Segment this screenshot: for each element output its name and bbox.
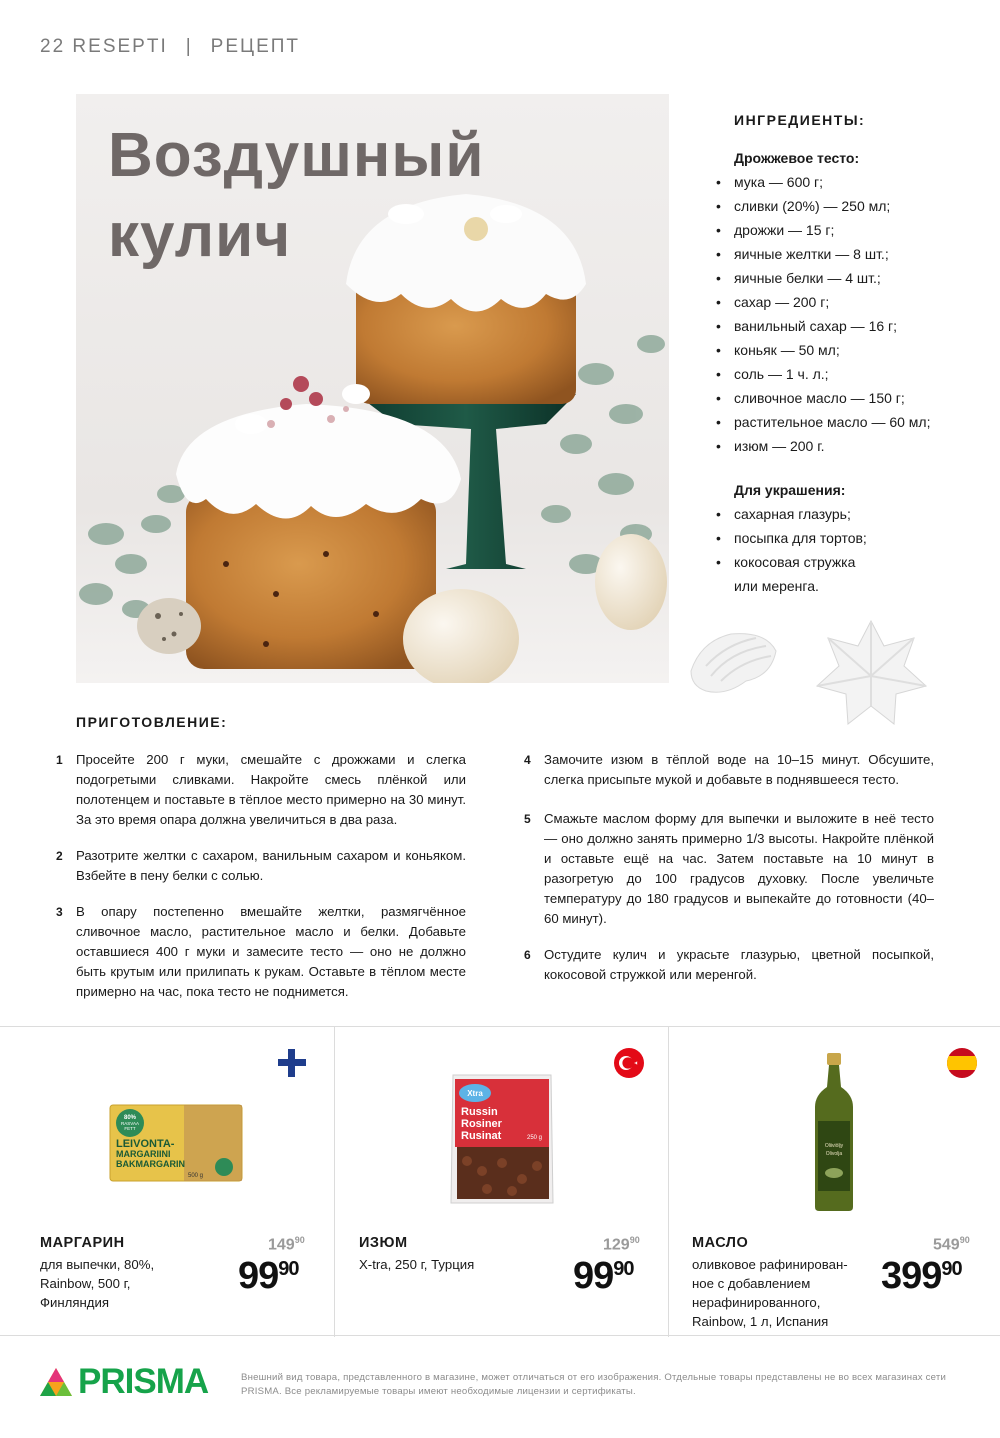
pack-weight: 250 g [527, 1135, 543, 1141]
list-item: • сахар — 200 г; [716, 290, 986, 314]
list-item: • яичные белки — 4 шт.; [716, 266, 986, 290]
old-price-int: 129 [603, 1236, 630, 1254]
dough-list [716, 170, 986, 458]
old-price [933, 1235, 970, 1254]
product-name: МАРГАРИН [40, 1235, 125, 1251]
step-number: 2 [56, 849, 63, 863]
bottle-label-1: Oliiviöljy [824, 1143, 844, 1149]
old-price-int: 149 [268, 1236, 295, 1254]
product-offers [0, 1026, 1000, 1336]
ingredients-section [716, 112, 986, 598]
recipe-title [108, 116, 484, 276]
list-item: • ванильный сахар — 16 г; [716, 314, 986, 338]
step-text: Просейте 200 г муки, смешайте с дрожжами и слегка подогретыми сливками. Накройте смесь плёнкой или полотенцем и поставьте в тёплое место примерно на 30 минут. За это время опара должна увеличиться в два раза. [76, 752, 466, 827]
product-description [359, 1255, 474, 1274]
steps-column-right [524, 750, 934, 1000]
raisins-package-image [447, 1071, 557, 1207]
prisma-logo[interactable] [38, 1364, 208, 1400]
step-text: Остудите кулич и украсьте глазурью, цветной посыпкой, кокосовой стружкой или меренгой. [544, 947, 934, 982]
list-item: • сливки (20%) — 250 мл; [716, 194, 986, 218]
desc-line: оливковое рафинирован- [692, 1257, 848, 1272]
price-int: 399 [881, 1255, 942, 1297]
product-name: МАСЛО [692, 1235, 749, 1251]
prisma-logo-text: PRISMA [78, 1362, 209, 1401]
list-item: • соль — 1 ч. л.; [716, 362, 986, 386]
step-text: Замочите изюм в тёплой воде на 10–15 минут. Обсушите, слегка присыпьте мукой и добавьте в поднявшееся тесто. [544, 752, 934, 787]
desc-line: нерафинированного, [692, 1295, 821, 1310]
old-price [268, 1235, 305, 1254]
step-number: 6 [524, 948, 531, 962]
pack-brand: Xtra [467, 1089, 483, 1098]
product-description [692, 1255, 848, 1331]
pack-line-2: Rosiner [461, 1118, 502, 1130]
price-dec: 90 [613, 1258, 634, 1280]
desc-line: ное с добавлением [692, 1276, 811, 1291]
pack-badge-2: RASVAA [121, 1121, 139, 1126]
spain-flag-icon [946, 1047, 978, 1079]
pack-line-2: MARGARIINI [116, 1149, 171, 1159]
list-item: • сахарная глазурь; [716, 502, 986, 526]
product-description [40, 1255, 154, 1312]
list-item [56, 902, 466, 1002]
turkey-flag-icon [613, 1047, 645, 1079]
desc-line: Rainbow, 500 г, [40, 1276, 131, 1291]
pack-line-1: Russin [461, 1106, 498, 1118]
list-item: • мука — 600 г; [716, 170, 986, 194]
title-line-1: Воздушный [108, 121, 485, 190]
dough-heading: Дрожжевое тесто: [734, 150, 860, 166]
old-price [603, 1235, 640, 1254]
list-item: • кокосовая стружка или меренга. [716, 550, 876, 598]
price-dec: 90 [278, 1258, 299, 1280]
old-price-int: 549 [933, 1236, 960, 1254]
step-number: 1 [56, 753, 63, 767]
list-item [56, 750, 466, 830]
list-item [56, 846, 466, 886]
step-text: Смажьте маслом форму для выпечки и выложите в неё тесто — оно должно занять примерно 1/3 высоты. Накройте плёнкой и оставьте ещё на час. Затем поставьте на 10 минут в разогретую до 100 градусов духовку. После увеличьте температуру до 180 градусов и выпекайте до готовности (40–60 минут). [544, 811, 934, 926]
pack-line-3: BAKMARGARIN [116, 1159, 185, 1169]
page-number: 22 [40, 36, 66, 57]
page-header [40, 36, 300, 58]
bottle-label-2: Olivolja [825, 1151, 843, 1157]
price [881, 1255, 962, 1298]
old-price-dec: 90 [959, 1235, 970, 1245]
price [573, 1255, 634, 1298]
finland-flag-icon [276, 1047, 308, 1079]
list-item: • сливочное масло — 150 г; [716, 386, 986, 410]
preparation-heading: ПРИГОТОВЛЕНИЕ: [76, 714, 228, 730]
price-int: 99 [573, 1255, 614, 1297]
pack-badge-3: FETT [124, 1126, 136, 1131]
step-text: В опару постепенно вмешайте желтки, размягчённое сливочное масло, растительное масло и белки. Добавьте оставшиеся 400 г муки и замесите тесто — оно не должно быть крутым или прилипать к рукам. Оставьте в тёплом месте примерно на час, пока тесто не поднимется. [76, 904, 466, 999]
step-number: 5 [524, 812, 531, 826]
list-item [524, 750, 934, 790]
ingredients-heading: ИНГРЕДИЕНТЫ: [734, 112, 866, 128]
list-item: • коньяк — 50 мл; [716, 338, 986, 362]
list-item [524, 809, 934, 929]
old-price-dec: 90 [294, 1235, 305, 1245]
pack-line-1: LEIVONTA- [116, 1138, 175, 1150]
desc-line: X-tra, 250 г, Турция [359, 1257, 475, 1272]
price-dec: 90 [941, 1258, 962, 1280]
price [238, 1255, 299, 1298]
header-separator: | [185, 36, 193, 57]
pack-badge-1: 80% [123, 1115, 137, 1121]
step-number: 3 [56, 905, 63, 919]
steps-column-left [56, 750, 466, 1017]
meringue-small-image [686, 626, 781, 696]
product-card-olive-oil[interactable] [668, 1027, 1000, 1337]
pack-weight: 500 g [188, 1173, 204, 1179]
step-text: Разотрите желтки с сахаром, ванильным сахаром и коньяком. Взбейте в пену белки с солью. [76, 848, 466, 883]
old-price-dec: 90 [629, 1235, 640, 1245]
title-line-2: кулич [108, 201, 292, 270]
list-item: • растительное масло — 60 мл; [716, 410, 986, 434]
decor-list [716, 502, 986, 598]
margarine-package-image [108, 1103, 244, 1183]
decor-heading: Для украшения: [734, 482, 846, 498]
pack-line-3: Rusinat [461, 1130, 502, 1142]
list-item: • дрожжи — 15 г; [716, 218, 986, 242]
price-int: 99 [238, 1255, 279, 1297]
prisma-logo-triangle-icon [38, 1366, 74, 1398]
desc-line: для выпечки, 80%, [40, 1257, 155, 1272]
list-item: • посыпка для тортов; [716, 526, 986, 550]
section-ru: РЕЦЕПТ [210, 36, 301, 57]
step-number: 4 [524, 753, 531, 767]
product-card-margarine[interactable] [0, 1027, 334, 1337]
desc-line: Финляндия [40, 1295, 109, 1310]
list-item: • яичные желтки — 8 шт.; [716, 242, 986, 266]
meringue-large-image [814, 616, 929, 731]
olive-oil-bottle-image [811, 1051, 857, 1213]
desc-line: Rainbow, 1 л, Испания [692, 1314, 829, 1329]
list-item: • изюм — 200 г. [716, 434, 986, 458]
list-item [524, 945, 934, 985]
disclaimer-text: Внешний вид товара, представленного в магазине, может отличаться от его изображения. Отдельные товары представлены не во всех магазинах сети PRISMA. Все рекламируемые товары имеют необходимые лицензии и сертификаты. [241, 1372, 947, 1397]
product-name: ИЗЮМ [359, 1235, 408, 1251]
section-fi: RESEPTI [72, 36, 168, 57]
product-card-raisins[interactable] [334, 1027, 668, 1337]
